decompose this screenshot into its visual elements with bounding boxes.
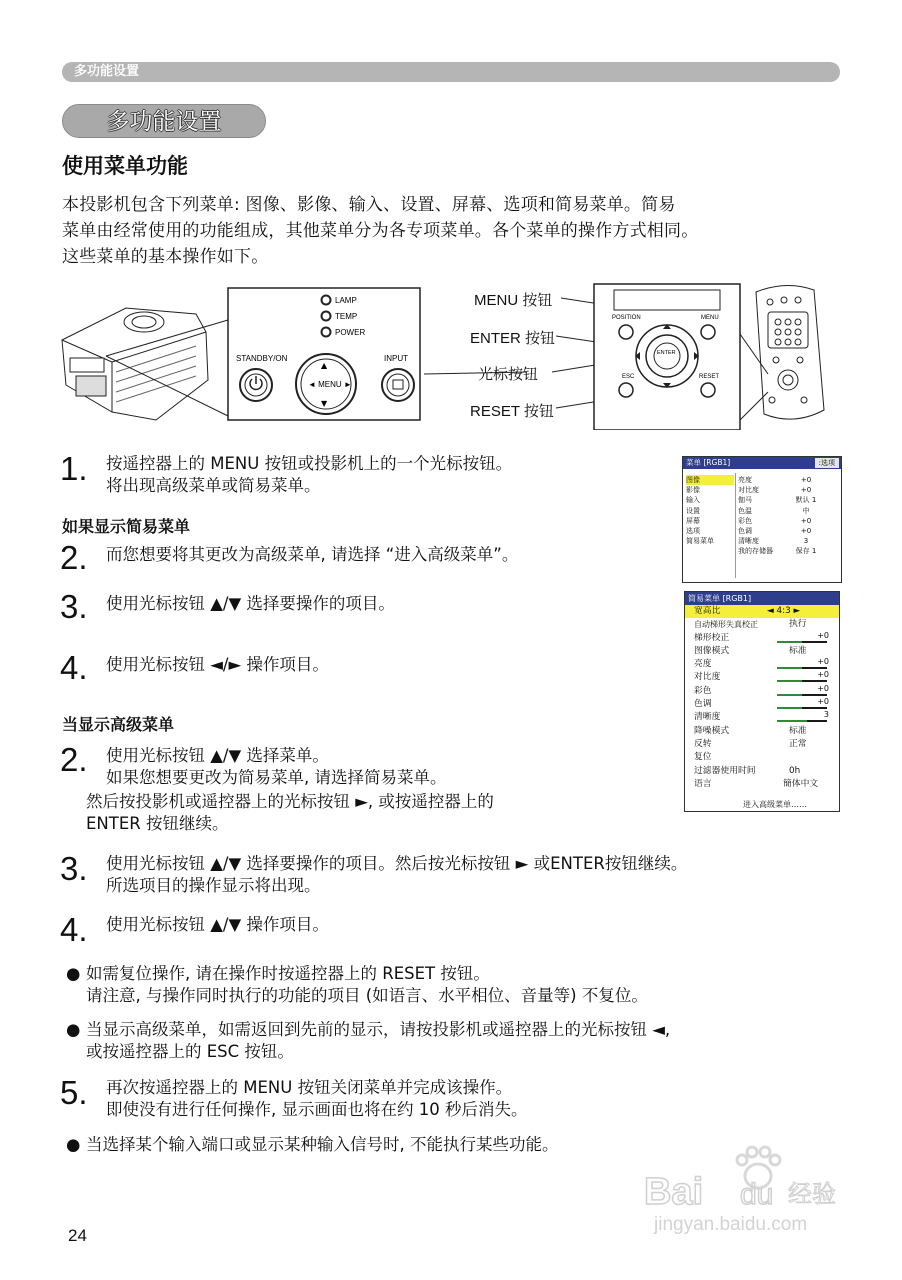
svg-text:Bai: Bai (644, 1171, 704, 1213)
row-label: 色调 (694, 699, 712, 710)
intro-line: 菜单由经常使用的功能组成，其他菜单分为各专项菜单。各个菜单的操作方式相同。 (62, 221, 699, 241)
menu-value: 中 (802, 506, 810, 515)
step-line: 再次按遥控器上的 MENU 按钮关闭菜单并完成该操作。 (106, 1078, 513, 1097)
level-bar (777, 707, 827, 709)
pad-position-label: POSITION (612, 315, 641, 321)
step-line: 按遥控器上的 MENU 按钮或投影机上的一个光标按钮。 (106, 454, 513, 473)
easy-menu-footer: 进入高级菜单…… (743, 800, 807, 809)
note-line: 如需复位操作, 请在操作时按遥控器上的 RESET 按钮。 (86, 964, 490, 983)
lamp-label: LAMP (335, 296, 357, 305)
advanced-menu-values (786, 475, 826, 557)
row-value: 簡体中文 (783, 778, 819, 789)
menu-category: 影像 (686, 486, 700, 495)
row-label: 降噪模式 (694, 725, 730, 736)
intro-paragraph (62, 192, 844, 270)
advanced-menu-screenshot (682, 456, 842, 583)
step-line: 使用光标按钮 ▲/▼ 选择菜单。 (106, 746, 329, 765)
menu-item: 亮度 (738, 476, 752, 484)
menu-category: 屏幕 (686, 516, 700, 525)
row-label: 图像模式 (694, 645, 730, 656)
pad-enter-label: ENTER (657, 350, 676, 356)
step-number: 5. (60, 1074, 88, 1111)
reset-button-callout: RESET 按钮 (470, 403, 554, 420)
bullet-dot: ● (66, 1020, 81, 1039)
step-number: 4. (60, 649, 88, 686)
standby-label: STANDBY/ON (236, 354, 288, 363)
pad-reset-label: RESET (699, 374, 720, 380)
advanced-menu-title: 菜单 [RGB1] (683, 457, 841, 469)
easy-menu-title: 简易菜单 [RGB1] (685, 592, 839, 605)
row-value: +0 (817, 630, 829, 640)
easy-menu-row (685, 765, 839, 778)
temp-label: TEMP (335, 312, 358, 321)
step-number: 2. (60, 741, 88, 778)
baidu-jingyan-watermark (640, 1138, 850, 1238)
step-1-text (106, 453, 512, 497)
easy-menu-row (685, 632, 839, 645)
note-return (86, 1019, 670, 1063)
advanced-step-3-text (106, 853, 687, 897)
menu-category: 选项 (686, 527, 700, 536)
row-label: 自动梯形失真校正 (694, 620, 758, 630)
cursor-button-callout: 光标按钮 (478, 366, 539, 383)
page-heading: 使用菜单功能 (62, 154, 188, 178)
row-label: 复位 (694, 752, 712, 763)
step-number: 2. (60, 539, 88, 576)
row-value: ◄ 4:3 ► (767, 606, 801, 616)
note-line: 请注意, 与操作同时执行的功能的项目 (如语言、水平相位、音量等) 不复位。 (86, 986, 648, 1005)
control-illustration (56, 280, 846, 430)
menu-category: 输入 (686, 496, 700, 505)
level-bar (777, 641, 827, 643)
panel-menu-label: ◄ MENU ► (308, 380, 352, 389)
note-line: 当显示高级菜单，如需返回到先前的显示，请按投影机或遥控器上的光标按钮 ◄, (86, 1020, 671, 1039)
step-5-text (106, 1077, 527, 1121)
enter-button-callout: ENTER 按钮 (470, 330, 556, 347)
menu-item: 色调 (738, 527, 752, 536)
menu-value: +0 (800, 516, 812, 525)
advanced-step-4-text: 使用光标按钮 ▲/▼ 操作项目。 (106, 915, 329, 934)
remote-pad-closeup (594, 284, 740, 430)
control-panel (228, 288, 420, 420)
page-number: 24 (68, 1226, 87, 1245)
menu-button-callout: MENU 按钮 (474, 292, 553, 309)
easy-menu-row (685, 711, 839, 724)
menu-value: 3 (803, 537, 809, 546)
power-label: POWER (335, 328, 366, 337)
row-label: 梯形校正 (694, 632, 730, 643)
step-number: 1. (60, 450, 88, 487)
step-line: 然后按投影机或遥控器上的光标按钮 ►, 或按遥控器上的 (86, 792, 494, 811)
svg-text:经验: 经验 (788, 1180, 836, 1208)
step-line: 使用光标按钮 ▲/▼ 选择要操作的项目。然后按光标按钮 ► 或ENTER按钮继续。 (106, 854, 688, 873)
easy-menu-row (685, 645, 839, 658)
panel-down-arrow: ▼ (321, 399, 328, 408)
bullet-dot: ● (66, 1135, 81, 1154)
bullet-dot: ● (66, 964, 81, 983)
row-value: 0h (789, 765, 801, 776)
menu-value: 保存 1 (795, 547, 817, 556)
row-label: 对比度 (694, 672, 721, 683)
projector-illustration (62, 308, 208, 420)
section-title-pill: 多功能设置 (62, 104, 266, 138)
row-value: +0 (817, 683, 829, 693)
row-value: +0 (817, 670, 829, 680)
menu-item: 清晰度 (738, 537, 759, 546)
row-label: 亮度 (694, 659, 712, 670)
svg-text:du: du (740, 1178, 774, 1211)
step-number: 3. (60, 850, 88, 887)
easy-menu-row (685, 671, 839, 684)
row-value: 标准 (789, 725, 807, 736)
row-value: 标准 (789, 645, 807, 656)
row-value: 3 (823, 710, 829, 720)
easy-menu-row (685, 738, 839, 751)
row-label: 过滤器使用时间 (694, 765, 756, 776)
advanced-menu-heading: 当显示高级菜单 (62, 715, 175, 734)
menu-item: 色温 (738, 506, 752, 515)
note-limitation: 当选择某个输入端口或显示某种输入信号时, 不能执行某些功能。 (86, 1135, 559, 1154)
row-value: +0 (817, 657, 829, 667)
intro-line: 这些菜单的基本操作如下。 (62, 247, 269, 267)
pad-menu-label: MENU (701, 315, 719, 321)
easy-menu-row (685, 605, 839, 618)
menu-item: 对比度 (738, 486, 759, 495)
note-line: 或按遥控器上的 ESC 按钮。 (86, 1042, 294, 1061)
menu-value: +0 (800, 476, 812, 484)
advanced-menu-categories (686, 475, 734, 546)
step-line: 即使没有进行任何操作, 显示画面也将在约 10 秒后消失。 (106, 1100, 528, 1119)
step-line: ENTER 按钮继续。 (86, 814, 229, 833)
step-number: 4. (60, 911, 88, 948)
easy-menu-row (685, 685, 839, 698)
section-header-bar (62, 62, 840, 82)
easy-menu-row (685, 618, 839, 631)
easy-menu-heading: 如果显示简易菜单 (62, 517, 191, 536)
row-value: 执行 (789, 619, 807, 630)
easy-step-2-text: 而您想要将其更改为高级菜单, 请选择 “进入高级菜单”。 (106, 545, 519, 564)
row-label: 语言 (694, 778, 712, 789)
easy-menu-row (685, 751, 839, 764)
section-header-label: 多功能设置 (74, 64, 140, 79)
menu-category: 图像 (686, 475, 734, 485)
watermark-url: jingyan.baidu.com (654, 1214, 808, 1235)
row-value: +0 (817, 697, 829, 707)
easy-menu-row (685, 725, 839, 738)
menu-value: +0 (800, 527, 812, 536)
menu-category: 设置 (686, 506, 700, 515)
pad-esc-label: ESC (622, 374, 635, 380)
level-bar (777, 720, 827, 722)
remote-control-illustration (756, 285, 824, 419)
easy-menu-screenshot (684, 591, 840, 812)
advanced-menu-items (738, 475, 784, 557)
row-label: 清晰度 (694, 712, 721, 723)
panel-up-arrow: ▲ (321, 361, 328, 370)
step-line: 如果您想要更改为简易菜单, 请选择简易菜单。 (106, 768, 447, 787)
advanced-step-2-continuation (86, 791, 494, 835)
input-label: INPUT (384, 354, 408, 363)
easy-menu-row (685, 778, 839, 791)
step-line: 所选项目的操作显示将出现。 (106, 876, 321, 895)
easy-menu-row (685, 658, 839, 671)
advanced-step-2-text (106, 745, 447, 789)
menu-item: 彩色 (738, 516, 752, 525)
intro-line: 本投影机包含下列菜单: 图像、影像、输入、设置、屏幕、选项和简易菜单。简易 (62, 195, 676, 215)
advanced-menu-select: :选项 (815, 458, 839, 468)
row-label: 宽高比 (694, 606, 721, 616)
menu-value: 默认 1 (795, 496, 817, 505)
easy-menu-row (685, 698, 839, 711)
menu-item: 伽马 (738, 496, 752, 505)
menu-category: 简易菜单 (686, 537, 714, 546)
easy-step-3-text: 使用光标按钮 ▲/▼ 选择要操作的项目。 (106, 594, 395, 613)
step-line: 将出现高级菜单或简易菜单。 (106, 476, 321, 495)
row-label: 反转 (694, 738, 712, 749)
row-value: 正常 (789, 738, 807, 749)
menu-item: 我的存储器 (738, 547, 773, 556)
row-label: 彩色 (694, 685, 712, 696)
step-number: 3. (60, 588, 88, 625)
note-reset (86, 963, 648, 1007)
menu-value: +0 (800, 486, 812, 495)
easy-step-4-text: 使用光标按钮 ◄/► 操作项目。 (106, 655, 329, 674)
